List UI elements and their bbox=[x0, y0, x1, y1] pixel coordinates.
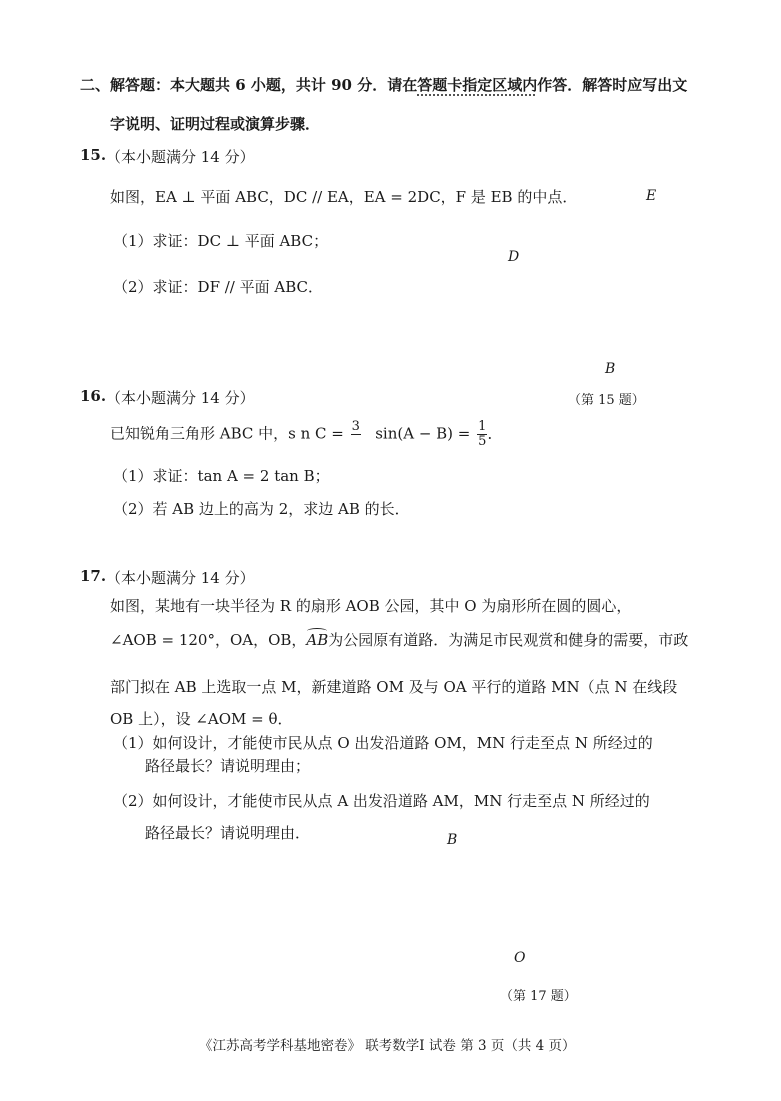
q17-line2 bbox=[110, 629, 688, 650]
q17-figure-label-b: B bbox=[447, 832, 458, 848]
q16-fraction-2 bbox=[477, 420, 487, 449]
q16-stem bbox=[110, 420, 502, 449]
q17-line1: 如图，某地有一块半径为 R 的扇形 AOB 公园，其中 O 为扇形所在圆的圆心， bbox=[110, 597, 632, 615]
q15-score: （本小题满分 14 分） bbox=[106, 148, 255, 166]
section-heading-emphasis: 答题卡指定区域内 bbox=[417, 76, 538, 94]
q16-fraction-1-numerator: 3 bbox=[351, 419, 360, 434]
section-heading-part2: 作答．解答时应写出文 bbox=[537, 76, 688, 94]
q15-stem: 如图，EA ⊥ 平面 ABC，DC // EA，EA = 2DC，F 是 EB 的中点． bbox=[110, 188, 578, 206]
q17-score: （本小题满分 14 分） bbox=[106, 569, 255, 587]
q16-fraction-1 bbox=[351, 420, 361, 449]
q15-number: 15. bbox=[80, 146, 107, 164]
q17-part2-line1: （2）如何设计，才能使市民从点 A 出发沿道路 AM，MN 行走至点 N 所经过的 bbox=[113, 792, 650, 810]
q17-part2-line2: 路径最长？请说明理由． bbox=[145, 824, 311, 842]
q17-part1-line2: 路径最长？请说明理由； bbox=[145, 757, 311, 775]
q17-figure-label-o: O bbox=[514, 950, 526, 966]
q15-figure-label-d: D bbox=[508, 249, 520, 265]
q16-fraction-2-numerator: 1 bbox=[478, 419, 487, 434]
q17-line4: OB 上），设 ∠AOM = θ． bbox=[110, 710, 293, 728]
section-heading bbox=[80, 74, 687, 95]
q17-figure-caption: （第 17 题） bbox=[500, 989, 577, 1004]
q17-arc-ab: AB bbox=[306, 631, 329, 649]
q15-figure-label-e: E bbox=[646, 188, 657, 204]
q17-number: 17. bbox=[80, 567, 107, 585]
q17-part1-line1: （1）如何设计，才能使市民从点 O 出发沿道路 OM，MN 行走至点 N 所经过的 bbox=[113, 734, 653, 752]
q15-part2: （2）求证：DF // 平面 ABC． bbox=[113, 278, 324, 296]
q16-stem-part-b: sin(A − B) = bbox=[375, 424, 476, 443]
q15-part1: （1）求证：DC ⊥ 平面 ABC； bbox=[113, 232, 329, 250]
q16-stem-end: ． bbox=[487, 424, 503, 443]
q16-number: 16. bbox=[80, 387, 107, 405]
q17-line2-part-b: 为公园原有道路．为满足市民观赏和健身的需要，市政 bbox=[328, 631, 689, 649]
section-heading-line2: 字说明、证明过程或演算步骤． bbox=[110, 115, 321, 133]
q16-part2: （2）若 AB 边上的高为 2，求边 AB 的长． bbox=[113, 500, 410, 518]
section-heading-part1: 二、解答题：本大题共 6 小题，共计 90 分．请在 bbox=[80, 76, 418, 94]
q17-line2-part-a: ∠AOB = 120°，OA，OB， bbox=[110, 631, 307, 649]
q16-score: （本小题满分 14 分） bbox=[106, 389, 255, 407]
q15-figure-caption: （第 15 题） bbox=[568, 393, 645, 408]
q16-fraction-2-denominator: 5 bbox=[478, 434, 487, 449]
q17-line3: 部门拟在 AB 上选取一点 M，新建道路 OM 及与 OA 平行的道路 MN（点 N 在线段 bbox=[110, 678, 678, 696]
q15-figure-label-b: B bbox=[605, 361, 616, 377]
q16-fraction-1-denominator bbox=[351, 435, 361, 449]
page-footer: 《江苏高考学科基地密卷》 联考数学Ⅰ 试卷 第 3 页（共 4 页） bbox=[199, 1038, 576, 1054]
q16-part1: （1）求证：tan A = 2 tan B； bbox=[113, 467, 330, 485]
q16-stem-part-a: 已知锐角三角形 ABC 中，s n C = bbox=[110, 424, 349, 443]
